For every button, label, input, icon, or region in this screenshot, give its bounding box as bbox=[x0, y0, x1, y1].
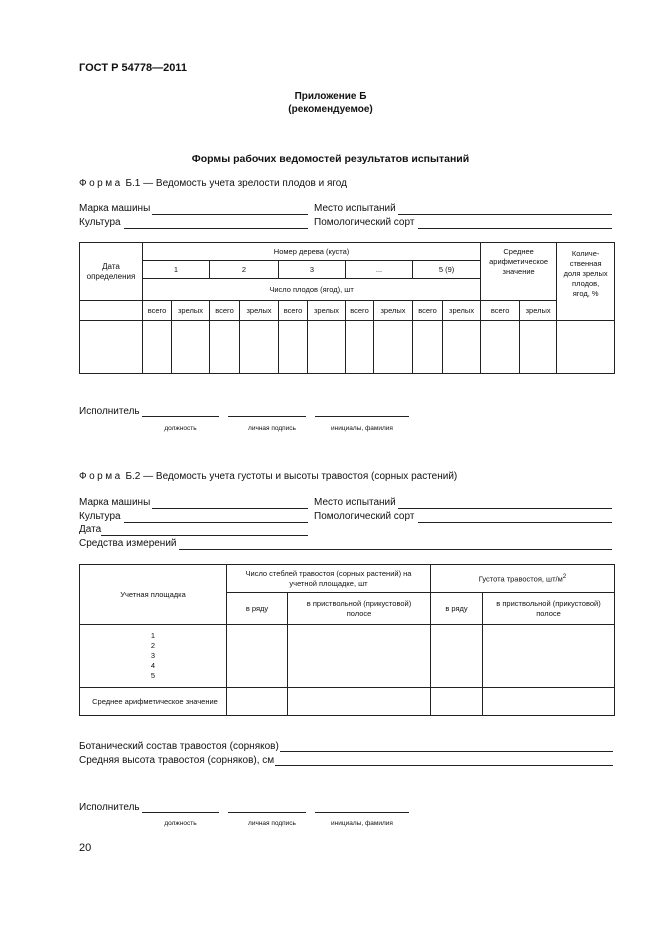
form1-data-cell[interactable] bbox=[172, 321, 210, 374]
form1-pomological-label: Помологический сорт bbox=[314, 217, 415, 228]
form1-ripe-share-header: Количе-ственная доля зрелых плодов, ягод, % bbox=[557, 243, 615, 321]
form2-plot-list bbox=[80, 625, 227, 688]
form1-date-header: Дата определения bbox=[80, 243, 143, 301]
form2-test-place-label: Место испытаний bbox=[314, 497, 396, 508]
form2-data-cell[interactable] bbox=[483, 625, 615, 688]
form2-plot-number: 3 bbox=[150, 651, 156, 660]
form2-data-cell[interactable] bbox=[227, 625, 288, 688]
signature2-initials-caption: инициалы, фамилия bbox=[331, 820, 393, 827]
form2-plot-number: 1 bbox=[150, 631, 156, 640]
form1-fruit-count-header: Число плодов (ягод), шт bbox=[143, 279, 481, 301]
signature2-performer-label: Исполнитель bbox=[79, 802, 140, 813]
form2-average-height-line[interactable] bbox=[275, 765, 613, 766]
form1-label bbox=[79, 178, 347, 189]
signature1-initials-caption: инициалы, фамилия bbox=[331, 425, 393, 432]
form2-average-cell[interactable] bbox=[483, 688, 615, 716]
form1-data-cell[interactable] bbox=[210, 321, 240, 374]
form2-plot-number: 2 bbox=[150, 641, 156, 650]
form2-label-rest: Б.2 — Ведомость учета густоты и высоты травостоя (сорных растений) bbox=[125, 471, 458, 482]
form2-culture-label: Культура bbox=[79, 511, 121, 522]
form2-culture-line[interactable] bbox=[124, 522, 308, 523]
form2-data-cell[interactable] bbox=[431, 625, 483, 688]
form2-density-sup: 2 bbox=[562, 573, 567, 581]
form1-data-cell[interactable] bbox=[308, 321, 346, 374]
form2-plot-header: Учетная площадка bbox=[80, 565, 227, 625]
form2-average-height-label: Средняя высота травостоя (сорняков), см bbox=[79, 755, 275, 766]
signature1-position-line[interactable] bbox=[142, 416, 219, 417]
form1-empty-cell bbox=[80, 301, 143, 321]
signature2-signature-line[interactable] bbox=[228, 812, 306, 813]
form1-label-rest: Б.1 — Ведомость учета зрелости плодов и ягод bbox=[125, 178, 347, 189]
form1-sub-total: всего bbox=[481, 301, 520, 321]
form1-culture-label: Культура bbox=[79, 217, 121, 228]
form1-machine-brand-label: Марка машины bbox=[79, 203, 151, 214]
form1-culture-line[interactable] bbox=[124, 228, 308, 229]
form1-data-cell[interactable] bbox=[240, 321, 279, 374]
form1-sub-total: всего bbox=[210, 301, 240, 321]
form1-data-cell[interactable] bbox=[279, 321, 308, 374]
appendix-title: Приложение Б bbox=[294, 91, 367, 102]
form2-stem-count-header: Число стеблей травостоя (сорных растений) на учетной площадке, шт bbox=[227, 565, 431, 593]
form2-average-row-label bbox=[80, 688, 227, 716]
form2-machine-brand-label: Марка машины bbox=[79, 497, 151, 508]
signature1-signature-caption: личная подпись bbox=[248, 425, 296, 432]
form1-sub-ripe: зрелых bbox=[172, 301, 210, 321]
form2-data-cell[interactable] bbox=[288, 625, 431, 688]
form2-average-cell[interactable] bbox=[227, 688, 288, 716]
form1-pomological-line[interactable] bbox=[418, 228, 612, 229]
form1-data-cell[interactable] bbox=[346, 321, 374, 374]
form2-test-place-line[interactable] bbox=[398, 508, 612, 509]
form2-label bbox=[79, 471, 457, 482]
signature2-position-caption: должность bbox=[164, 820, 197, 827]
form1-tree-number-1: 1 bbox=[143, 261, 210, 279]
signature2-initials-line[interactable] bbox=[315, 812, 409, 813]
signature2-position-line[interactable] bbox=[142, 812, 219, 813]
form2-plot-number: 5 bbox=[150, 671, 156, 680]
form2-density-text: Густота травостоя, шт/м bbox=[478, 574, 563, 584]
form1-data-cell[interactable] bbox=[374, 321, 413, 374]
standard-code: ГОСТ Р 54778—2011 bbox=[79, 62, 187, 74]
signature1-position-caption: должность bbox=[164, 425, 197, 432]
form1-sub-ripe: зрелых bbox=[443, 301, 481, 321]
form1-data-cell[interactable] bbox=[443, 321, 481, 374]
form1-sub-ripe: зрелых bbox=[520, 301, 557, 321]
form1-data-cell[interactable] bbox=[481, 321, 520, 374]
form1-sub-total: всего bbox=[143, 301, 172, 321]
form1-sub-ripe: зрелых bbox=[374, 301, 413, 321]
form1-sub-total: всего bbox=[346, 301, 374, 321]
signature1-signature-line[interactable] bbox=[228, 416, 306, 417]
signature1-initials-line[interactable] bbox=[315, 416, 409, 417]
form2-machine-brand-line[interactable] bbox=[152, 508, 308, 509]
form2-measuring-tools-line[interactable] bbox=[179, 549, 612, 550]
form1-average-header: Среднее арифметическое значение bbox=[481, 243, 557, 301]
form1-machine-brand-line[interactable] bbox=[152, 214, 308, 215]
section-title: Формы рабочих ведомостей результатов испытаний bbox=[191, 153, 470, 165]
form1-sub-total: всего bbox=[413, 301, 443, 321]
form2-plot-number: 4 bbox=[150, 661, 156, 670]
form1-label-prefix: Форма bbox=[79, 178, 123, 189]
form2-label-prefix: Форма bbox=[79, 471, 123, 482]
form1-sub-ripe: зрелых bbox=[308, 301, 346, 321]
form2-table bbox=[79, 564, 615, 716]
form1-tree-number-header: Номер дерева (куста) bbox=[143, 243, 481, 261]
form2-in-row-header: в ряду bbox=[227, 593, 288, 625]
form2-botanical-label: Ботанический состав травостоя (сорняков) bbox=[79, 741, 279, 752]
form1-tree-number-4: ... bbox=[346, 261, 413, 279]
appendix-subtitle: (рекомендуемое) bbox=[288, 104, 373, 115]
form1-data-cell[interactable] bbox=[520, 321, 557, 374]
form1-table bbox=[79, 242, 615, 374]
form2-date-line[interactable] bbox=[101, 535, 308, 536]
form2-average-cell[interactable] bbox=[288, 688, 431, 716]
signature1-performer-label: Исполнитель bbox=[79, 406, 140, 417]
form1-data-cell[interactable] bbox=[143, 321, 172, 374]
form1-data-cell[interactable] bbox=[413, 321, 443, 374]
form2-in-row-header: в ряду bbox=[431, 593, 483, 625]
form1-test-place-label: Место испытаний bbox=[314, 203, 396, 214]
page-number: 20 bbox=[79, 842, 92, 854]
form2-date-label: Дата bbox=[79, 524, 102, 535]
form2-botanical-line[interactable] bbox=[280, 751, 613, 752]
form2-near-trunk-header: в приствольной (прикустовой) полосе bbox=[288, 593, 431, 625]
form2-near-trunk-header: в приствольной (прикустовой) полосе bbox=[483, 593, 615, 625]
form1-tree-number-3: 3 bbox=[279, 261, 346, 279]
signature2-signature-caption: личная подпись bbox=[248, 820, 296, 827]
form2-pomological-label: Помологический сорт bbox=[314, 511, 415, 522]
form1-test-place-line[interactable] bbox=[398, 214, 612, 215]
form1-sub-total: всего bbox=[279, 301, 308, 321]
form1-data-cell[interactable] bbox=[80, 321, 143, 374]
form1-data-cell[interactable] bbox=[557, 321, 615, 374]
form2-average-row-text: Среднее арифметическое значение bbox=[92, 696, 218, 706]
form2-density-header bbox=[431, 565, 615, 593]
form1-tree-number-5: 5 (9) bbox=[413, 261, 481, 279]
form1-sub-ripe: зрелых bbox=[240, 301, 279, 321]
form2-average-cell[interactable] bbox=[431, 688, 483, 716]
form2-measuring-tools-label: Средства измерений bbox=[79, 538, 177, 549]
form2-pomological-line[interactable] bbox=[418, 522, 612, 523]
form1-tree-number-2: 2 bbox=[210, 261, 279, 279]
